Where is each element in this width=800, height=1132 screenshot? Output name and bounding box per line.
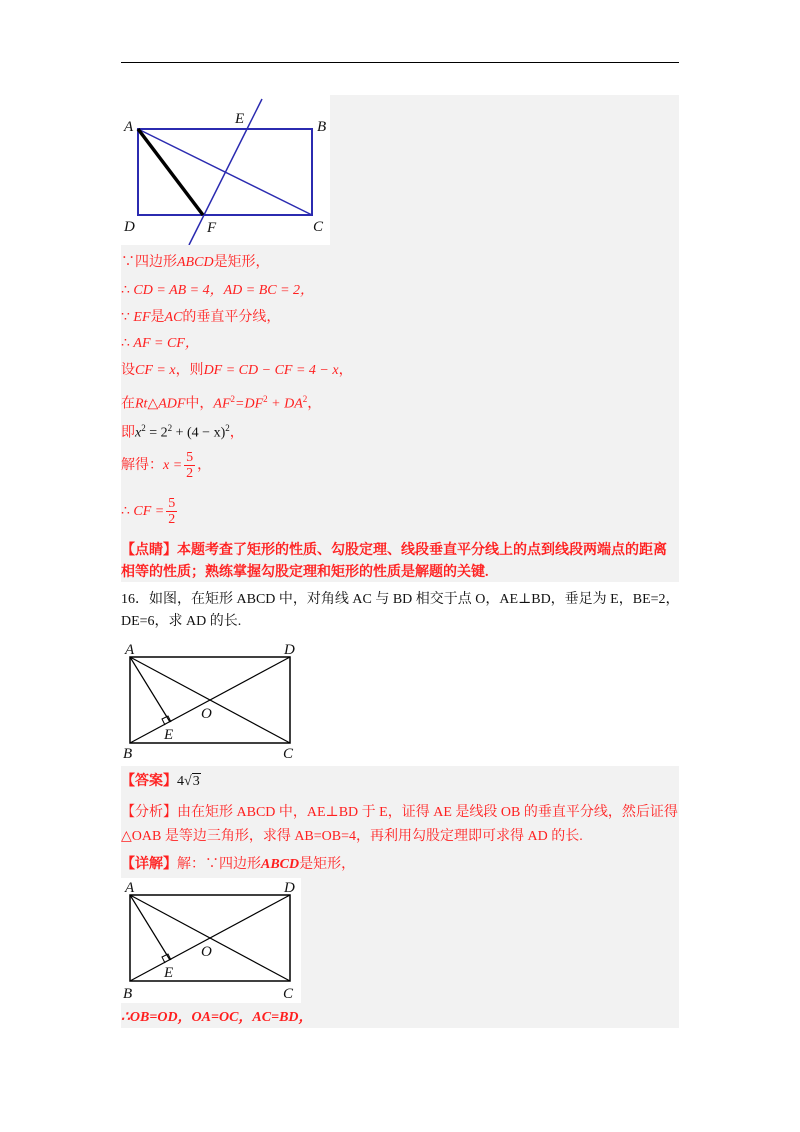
- label-E: E: [164, 965, 174, 981]
- comment-line-2: 相等的性质；熟练掌握勾股定理和矩形的性质是解题的关键.: [121, 565, 489, 580]
- label-E: E: [164, 727, 174, 743]
- label-D: D: [284, 642, 295, 658]
- sol1-line-4: ∴ AF = CF，: [121, 336, 199, 351]
- detail-line: 【详解】解：∵四边形ABCD是矩形，: [121, 857, 356, 872]
- label-B: B: [317, 119, 327, 135]
- question-16-line-1: 16．如图，在矩形 ABCD 中，对角线 AC 与 BD 相交于点 O，AE⊥BD，垂足为 E，BE=2，: [121, 592, 680, 607]
- final-line: ∴OB=OD，OA=OC，AC=BD，: [121, 1010, 313, 1025]
- sol1-line-5: 设CF = x，则DF = CD − CF = 4 − x，: [121, 363, 353, 378]
- sol1-line-9: ∴ CF = $\frac{5}{2}$: [121, 496, 176, 528]
- question-16-line-2: DE=6，求 AD 的长.: [121, 614, 242, 629]
- label-A: A: [125, 880, 135, 896]
- sol1-line-3: ∵ EF是AC的垂直平分线，: [121, 310, 281, 325]
- label-A: A: [125, 642, 135, 658]
- label-D: D: [124, 219, 135, 235]
- label-E: E: [235, 111, 245, 127]
- label-C: C: [283, 746, 294, 762]
- analysis-line-1: 【分析】由在矩形 ABCD 中，AE⊥BD 于 E，证得 AE 是线段 OB 的垂直平分线，然后证得: [121, 805, 678, 820]
- label-F: F: [207, 220, 217, 236]
- label-B: B: [123, 986, 133, 1002]
- label-A: A: [124, 119, 134, 135]
- figure-rectangle-diagonals: [121, 640, 301, 765]
- sol1-line-1: ∵四边形ABCD是矩形，: [121, 255, 270, 270]
- label-D: D: [284, 880, 295, 896]
- sol1-line-2: ∴ CD = AB = 4，AD = BC = 2，: [121, 283, 315, 298]
- analysis-line-2: △OAB 是等边三角形，求得 AB=OB=4，再利用勾股定理即可求得 AD 的长.: [121, 829, 583, 844]
- label-B: B: [123, 746, 133, 762]
- label-C: C: [313, 219, 324, 235]
- sol1-line-6: 在Rt△ADF中，$AF^2=DF^2 + DA^2$，: [121, 394, 322, 412]
- comment-line-1: 【点睛】本题考查了矩形的性质、勾股定理、线段垂直平分线上的点到线段两端点的距离: [121, 543, 667, 558]
- answer-line: 【答案】4√3: [121, 774, 200, 789]
- sol1-line-7: 即$x^2 = 2^2 + (4 - x)^2$，: [121, 423, 244, 441]
- header-rule: [121, 62, 679, 63]
- label-O: O: [201, 706, 212, 722]
- sol1-line-8: 解得：x = $\frac{5}{2}$ ，: [121, 450, 212, 482]
- label-O: O: [201, 944, 212, 960]
- figure-rectangle-fold: [121, 95, 330, 245]
- figure-rectangle-diagonals-solution: [121, 878, 301, 1003]
- label-C: C: [283, 986, 294, 1002]
